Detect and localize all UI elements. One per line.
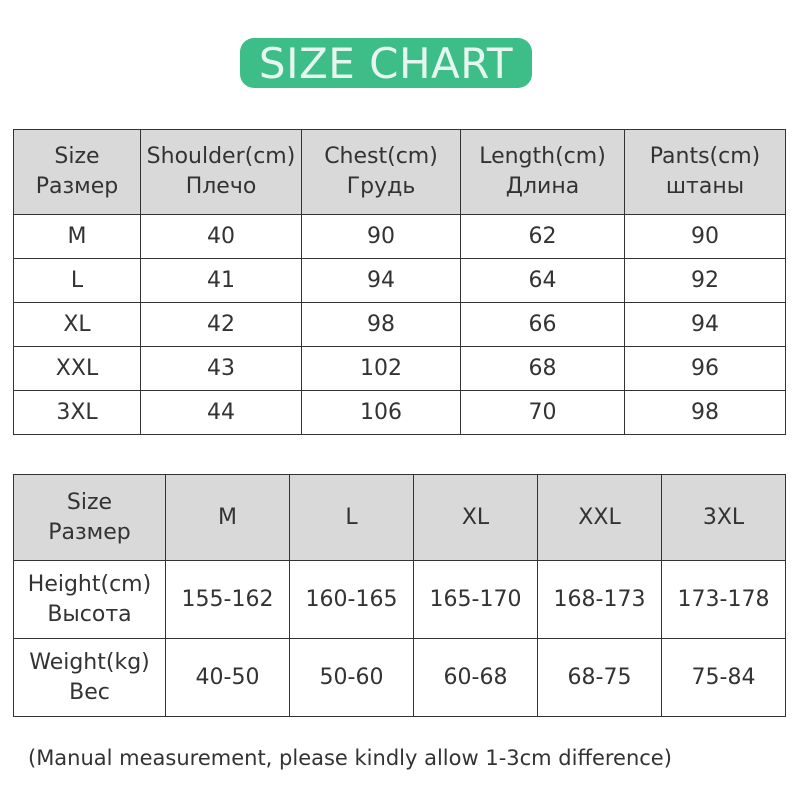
height-label xyxy=(14,561,166,639)
cell-size: L xyxy=(14,259,141,303)
table-row xyxy=(14,215,786,259)
cell-size: XXL xyxy=(14,347,141,391)
table-row xyxy=(14,347,786,391)
header-size xyxy=(14,130,141,215)
height-cell: 173-178 xyxy=(662,561,786,639)
weight-label xyxy=(14,639,166,717)
height-cell: 168-173 xyxy=(538,561,662,639)
height-label-ru: Высота xyxy=(47,601,132,627)
cell-length: 70 xyxy=(461,391,625,435)
table-row xyxy=(14,303,786,347)
fit-header-xxl: XXL xyxy=(538,475,662,561)
weight-cell: 68-75 xyxy=(538,639,662,717)
cell-size: M xyxy=(14,215,141,259)
height-cell: 155-162 xyxy=(166,561,290,639)
fit-table xyxy=(13,474,786,717)
fit-header-3xl: 3XL xyxy=(662,475,786,561)
cell-pants: 90 xyxy=(625,215,786,259)
header-length-ru: Длина xyxy=(505,174,580,199)
cell-chest: 106 xyxy=(302,391,461,435)
cell-shoulder: 43 xyxy=(141,347,302,391)
header-pants-en: Pants(cm) xyxy=(649,144,761,170)
cell-pants: 98 xyxy=(625,391,786,435)
weight-label-en: Weight(kg) xyxy=(29,649,150,675)
header-chest-ru: Грудь xyxy=(346,174,416,199)
weight-cell: 50-60 xyxy=(290,639,414,717)
table-row xyxy=(14,259,786,303)
weight-label-ru: Вес xyxy=(69,679,110,705)
fit-header-row xyxy=(14,475,786,561)
height-label-en: Height(cm) xyxy=(27,571,152,597)
header-shoulder xyxy=(141,130,302,215)
weight-cell: 60-68 xyxy=(414,639,538,717)
fit-header-size xyxy=(14,475,166,561)
cell-length: 68 xyxy=(461,347,625,391)
header-pants xyxy=(625,130,786,215)
header-chest xyxy=(302,130,461,215)
fit-header-xl: XL xyxy=(414,475,538,561)
fit-header-size-en: Size xyxy=(66,489,113,515)
header-length-en: Length(cm) xyxy=(479,144,606,170)
header-shoulder-ru: Плечо xyxy=(185,174,257,199)
cell-chest: 98 xyxy=(302,303,461,347)
fit-header-size-ru: Размер xyxy=(48,519,131,545)
cell-shoulder: 42 xyxy=(141,303,302,347)
cell-size: XL xyxy=(14,303,141,347)
cell-pants: 96 xyxy=(625,347,786,391)
header-pants-ru: штаны xyxy=(665,174,745,199)
weight-cell: 40-50 xyxy=(166,639,290,717)
cell-chest: 94 xyxy=(302,259,461,303)
header-length xyxy=(461,130,625,215)
cell-size: 3XL xyxy=(14,391,141,435)
table-row xyxy=(14,391,786,435)
cell-shoulder: 44 xyxy=(141,391,302,435)
header-shoulder-en: Shoulder(cm) xyxy=(146,144,296,170)
cell-shoulder: 40 xyxy=(141,215,302,259)
measurements-table xyxy=(13,129,786,435)
fit-header-l: L xyxy=(290,475,414,561)
cell-pants: 92 xyxy=(625,259,786,303)
measurements-header-row xyxy=(14,130,786,215)
fit-header-m: M xyxy=(166,475,290,561)
cell-shoulder: 41 xyxy=(141,259,302,303)
cell-pants: 94 xyxy=(625,303,786,347)
height-cell: 160-165 xyxy=(290,561,414,639)
weight-cell: 75-84 xyxy=(662,639,786,717)
weight-row xyxy=(14,639,786,717)
height-cell: 165-170 xyxy=(414,561,538,639)
cell-length: 66 xyxy=(461,303,625,347)
header-chest-en: Chest(cm) xyxy=(324,144,438,170)
height-row xyxy=(14,561,786,639)
measurement-note: (Manual measurement, please kindly allow 1-3cm difference) xyxy=(28,746,672,770)
header-size-en: Size xyxy=(54,144,100,170)
header-size-ru: Размер xyxy=(35,174,119,199)
cell-chest: 90 xyxy=(302,215,461,259)
cell-length: 64 xyxy=(461,259,625,303)
size-chart-title: SIZE CHART xyxy=(240,38,532,88)
cell-chest: 102 xyxy=(302,347,461,391)
cell-length: 62 xyxy=(461,215,625,259)
